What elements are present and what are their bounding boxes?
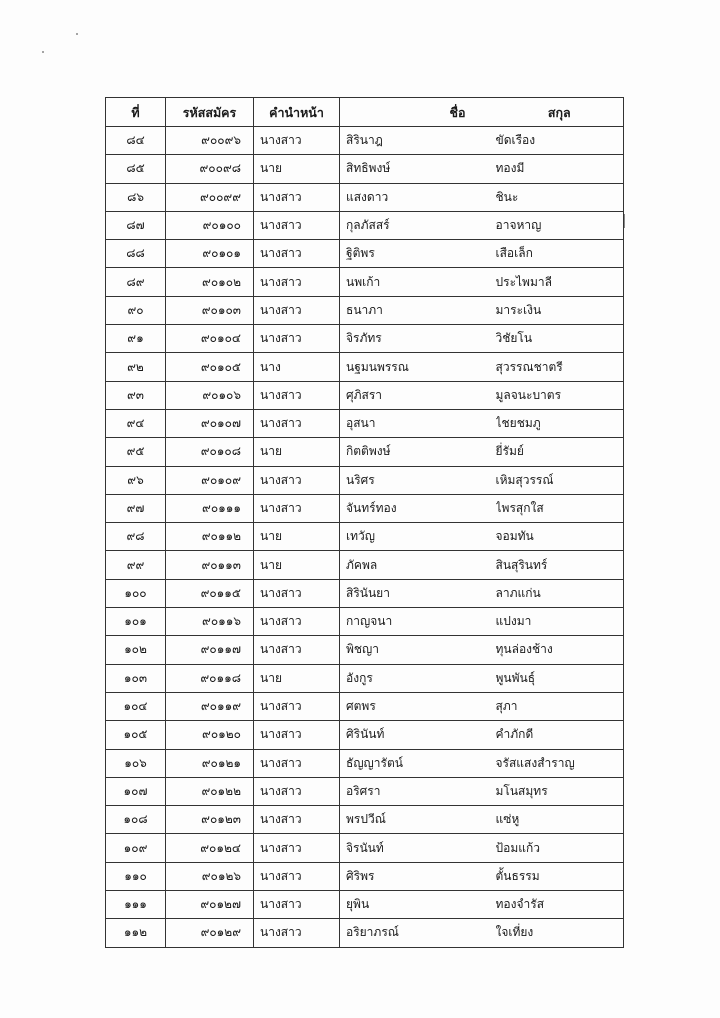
table-row — [106, 692, 624, 720]
first-name-cell: ยุพิน — [340, 891, 496, 919]
surname-cell: จรัสแสงสำราญ — [496, 749, 624, 777]
table-row — [106, 466, 624, 494]
first-name-cell: นริศร — [340, 466, 496, 494]
first-name-cell: แสงดาว — [340, 183, 496, 211]
name-title-cell: นางสาว — [254, 211, 340, 239]
applicant-code-cell: ๙๐๑๐๙ — [166, 466, 254, 494]
row-number-cell: ๙๙ — [106, 551, 166, 579]
row-number-cell: ๘๘ — [106, 240, 166, 268]
name-title-cell: นาย — [254, 664, 340, 692]
surname-cell: ทุนล่องช้าง — [496, 636, 624, 664]
name-title-cell: นาย — [254, 551, 340, 579]
row-number-cell: ๑๑๒ — [106, 919, 166, 947]
applicant-code-cell: ๙๐๑๒๗ — [166, 891, 254, 919]
applicant-code-cell: ๙๐๑๐๓ — [166, 296, 254, 324]
surname-cell: ไชยชมภู — [496, 409, 624, 437]
surname-cell: สุวรรณชาตรี — [496, 353, 624, 381]
name-title-cell: นางสาว — [254, 806, 340, 834]
applicant-code-cell: ๙๐๑๑๖ — [166, 608, 254, 636]
first-name-cell: อริยาภรณ์ — [340, 919, 496, 947]
first-name-cell: สิรินาฎ — [340, 127, 496, 155]
applicant-code-cell: ๙๐๑๐๐ — [166, 211, 254, 239]
table-row — [106, 155, 624, 183]
first-name-cell: ศตพร — [340, 692, 496, 720]
surname-cell: เหิมสุวรรณ์ — [496, 466, 624, 494]
applicant-code-cell: ๙๐๑๑๗ — [166, 636, 254, 664]
name-title-cell: นางสาว — [254, 296, 340, 324]
first-name-cell: สิรินันยา — [340, 579, 496, 607]
table-row — [106, 523, 624, 551]
table-row — [106, 325, 624, 353]
name-title-cell: นางสาว — [254, 381, 340, 409]
surname-cell: วิชัยโน — [496, 325, 624, 353]
applicant-code-cell: ๙๐๐๙๖ — [166, 127, 254, 155]
first-name-cell: พิชญา — [340, 636, 496, 664]
table-row — [106, 381, 624, 409]
name-title-cell: นางสาว — [254, 777, 340, 805]
surname-cell: ชินะ — [496, 183, 624, 211]
applicant-code-cell: ๙๐๑๐๒ — [166, 268, 254, 296]
first-name-cell: จันทร์ทอง — [340, 494, 496, 522]
surname-cell: จอมทัน — [496, 523, 624, 551]
row-number-cell: ๑๐๙ — [106, 834, 166, 862]
applicant-code-cell: ๙๐๑๐๔ — [166, 325, 254, 353]
table-row — [106, 551, 624, 579]
applicant-code-cell: ๙๐๑๑๘ — [166, 664, 254, 692]
first-name-cell: สิทธิพงษ์ — [340, 155, 496, 183]
name-title-cell: นางสาว — [254, 268, 340, 296]
first-name-cell: กิตติพงษ์ — [340, 438, 496, 466]
surname-cell: ไพรสุกใส — [496, 494, 624, 522]
applicant-code-cell: ๙๐๑๒๓ — [166, 806, 254, 834]
surname-cell: สินสุรินทร์ — [496, 551, 624, 579]
row-number-cell: ๑๐๘ — [106, 806, 166, 834]
name-title-cell: นางสาว — [254, 127, 340, 155]
table-row — [106, 862, 624, 890]
surname-cell: มาระเงิน — [496, 296, 624, 324]
surname-cell: ลาภแก่น — [496, 579, 624, 607]
table-row — [106, 579, 624, 607]
first-name-cell: ศิรินันท์ — [340, 721, 496, 749]
header-applicant-code: รหัสสมัคร — [166, 98, 254, 127]
table-row — [106, 749, 624, 777]
applicant-code-cell: ๙๐๑๑๕ — [166, 579, 254, 607]
name-title-cell: นางสาว — [254, 919, 340, 947]
name-title-cell: นางสาว — [254, 692, 340, 720]
name-title-cell: นางสาว — [254, 636, 340, 664]
first-name-cell: พรปวีณ์ — [340, 806, 496, 834]
surname-cell: ทองจำรัส — [496, 891, 624, 919]
row-number-cell: ๙๖ — [106, 466, 166, 494]
surname-cell: ใจเที่ยง — [496, 919, 624, 947]
row-number-cell: ๙๗ — [106, 494, 166, 522]
row-number-cell: ๑๐๑ — [106, 608, 166, 636]
first-name-cell: ธนาภา — [340, 296, 496, 324]
name-title-cell: นางสาว — [254, 862, 340, 890]
surname-cell: ขัดเรือง — [496, 127, 624, 155]
row-number-cell: ๑๑๑ — [106, 891, 166, 919]
table-row — [106, 438, 624, 466]
name-title-cell: นาย — [254, 155, 340, 183]
first-name-cell: เทวัญ — [340, 523, 496, 551]
table-row — [106, 127, 624, 155]
first-name-cell: กาญจนา — [340, 608, 496, 636]
table-row — [106, 919, 624, 947]
row-number-cell: ๘๕ — [106, 155, 166, 183]
name-title-cell: นางสาว — [254, 721, 340, 749]
row-number-cell: ๙๓ — [106, 381, 166, 409]
first-name-cell: ฐิติพร — [340, 240, 496, 268]
row-number-cell: ๙๘ — [106, 523, 166, 551]
first-name-cell: อริศรา — [340, 777, 496, 805]
scan-speck — [42, 51, 44, 53]
first-name-cell: ศุภิสรา — [340, 381, 496, 409]
table-row — [106, 608, 624, 636]
row-number-cell: ๘๗ — [106, 211, 166, 239]
row-number-cell: ๙๑ — [106, 325, 166, 353]
surname-cell: ประไพมาลี — [496, 268, 624, 296]
row-number-cell: ๑๐๐ — [106, 579, 166, 607]
table-row — [106, 834, 624, 862]
name-title-cell: นาย — [254, 523, 340, 551]
table-row — [106, 891, 624, 919]
applicant-code-cell: ๙๐๑๒๖ — [166, 862, 254, 890]
name-title-cell: นางสาว — [254, 608, 340, 636]
first-name-cell: กุลภัสสร์ — [340, 211, 496, 239]
applicant-code-cell: ๙๐๑๑๓ — [166, 551, 254, 579]
table-row — [106, 777, 624, 805]
row-number-cell: ๑๐๕ — [106, 721, 166, 749]
first-name-cell: ศิริพร — [340, 862, 496, 890]
surname-cell: สุภา — [496, 692, 624, 720]
name-title-cell: นาย — [254, 438, 340, 466]
name-title-cell: นางสาว — [254, 240, 340, 268]
surname-cell: ยี่รัมย์ — [496, 438, 624, 466]
row-number-cell: ๙๕ — [106, 438, 166, 466]
surname-cell: มโนสมุทร — [496, 777, 624, 805]
applicant-code-cell: ๙๐๐๙๙ — [166, 183, 254, 211]
surname-cell: เสือเล็ก — [496, 240, 624, 268]
applicant-code-cell: ๙๐๑๒๔ — [166, 834, 254, 862]
applicant-code-cell: ๙๐๑๒๐ — [166, 721, 254, 749]
row-number-cell: ๘๖ — [106, 183, 166, 211]
name-title-cell: นางสาว — [254, 749, 340, 777]
table-row — [106, 240, 624, 268]
applicant-code-cell: ๙๐๑๒๑ — [166, 749, 254, 777]
first-name-cell: ภัคพล — [340, 551, 496, 579]
row-number-cell: ๙๔ — [106, 409, 166, 437]
applicant-code-cell: ๙๐๑๐๖ — [166, 381, 254, 409]
table-row — [106, 268, 624, 296]
first-name-cell: จิรภัทร — [340, 325, 496, 353]
scan-speck — [624, 214, 625, 228]
header-number: ที่ — [106, 98, 166, 127]
applicant-code-cell: ๙๐๑๐๘ — [166, 438, 254, 466]
surname-cell: คำภักดี — [496, 721, 624, 749]
applicant-code-cell: ๙๐๑๐๗ — [166, 409, 254, 437]
row-number-cell: ๙๐ — [106, 296, 166, 324]
row-number-cell: ๘๙ — [106, 268, 166, 296]
table-row — [106, 183, 624, 211]
first-name-cell: นพเก้า — [340, 268, 496, 296]
first-name-cell: อังกูร — [340, 664, 496, 692]
name-title-cell: นางสาว — [254, 834, 340, 862]
row-number-cell: ๑๐๔ — [106, 692, 166, 720]
row-number-cell: ๑๑๐ — [106, 862, 166, 890]
header-surname: สกุล — [496, 98, 624, 127]
applicant-code-cell: ๙๐๑๑๙ — [166, 692, 254, 720]
applicant-code-cell: ๙๐๑๐๕ — [166, 353, 254, 381]
surname-cell: ทองมี — [496, 155, 624, 183]
table-header-row — [106, 98, 624, 127]
first-name-cell: จิรนันท์ — [340, 834, 496, 862]
name-title-cell: นางสาว — [254, 183, 340, 211]
row-number-cell: ๑๐๓ — [106, 664, 166, 692]
header-title: คำนำหน้า — [254, 98, 340, 127]
surname-cell: พูนพันธุ์ — [496, 664, 624, 692]
applicant-code-cell: ๙๐๑๑๑ — [166, 494, 254, 522]
row-number-cell: ๑๐๖ — [106, 749, 166, 777]
row-number-cell: ๑๐๗ — [106, 777, 166, 805]
row-number-cell: ๑๐๒ — [106, 636, 166, 664]
surname-cell: แปงมา — [496, 608, 624, 636]
table-row — [106, 494, 624, 522]
table-row — [106, 636, 624, 664]
table-body — [106, 127, 624, 948]
surname-cell: อาจหาญ — [496, 211, 624, 239]
name-title-cell: นางสาว — [254, 579, 340, 607]
surname-cell: ป้อมแก้ว — [496, 834, 624, 862]
name-title-cell: นางสาว — [254, 466, 340, 494]
applicant-code-cell: ๙๐๑๒๙ — [166, 919, 254, 947]
row-number-cell: ๘๔ — [106, 127, 166, 155]
surname-cell: มูลจนะบาตร — [496, 381, 624, 409]
table-row — [106, 353, 624, 381]
surname-cell: ตั้นธรรม — [496, 862, 624, 890]
surname-cell: แซ่หู — [496, 806, 624, 834]
name-title-cell: นางสาว — [254, 494, 340, 522]
table-row — [106, 409, 624, 437]
table-row — [106, 296, 624, 324]
name-title-cell: นางสาว — [254, 409, 340, 437]
name-title-cell: นาง — [254, 353, 340, 381]
applicant-code-cell: ๙๐๐๙๘ — [166, 155, 254, 183]
row-number-cell: ๙๒ — [106, 353, 166, 381]
table-row — [106, 721, 624, 749]
applicant-table — [105, 97, 624, 948]
first-name-cell: ธัญญารัตน์ — [340, 749, 496, 777]
table-row — [106, 806, 624, 834]
applicant-code-cell: ๙๐๑๑๒ — [166, 523, 254, 551]
table-row — [106, 664, 624, 692]
table-row — [106, 211, 624, 239]
first-name-cell: อุสนา — [340, 409, 496, 437]
header-first-name: ชื่อ — [340, 98, 496, 127]
applicant-code-cell: ๙๐๑๐๑ — [166, 240, 254, 268]
scan-speck — [76, 33, 78, 35]
applicant-code-cell: ๙๐๑๒๒ — [166, 777, 254, 805]
first-name-cell: นฐมนพรรณ — [340, 353, 496, 381]
name-title-cell: นางสาว — [254, 325, 340, 353]
name-title-cell: นางสาว — [254, 891, 340, 919]
